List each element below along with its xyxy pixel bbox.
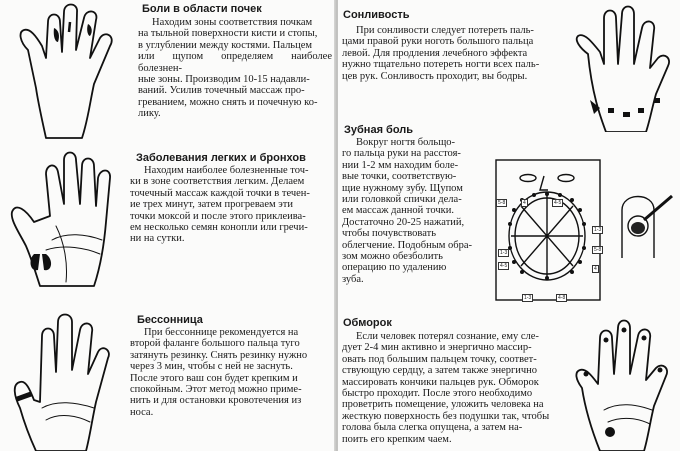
kidney-hand-illustration [6,2,126,142]
tooth-chart-illustration [488,158,608,306]
insomnia-line: При бессоннице рекомендуется на [144,327,299,338]
drowsiness-hand-illustration [570,4,678,132]
lungs-line: Находим наиболее болезненные точ- [144,165,309,176]
kidney-line: греванием, можно снять и почечную ко- [138,96,318,108]
tooth-label: 5-8 [498,200,506,206]
kidney-title: Боли в области почек [142,3,262,15]
toothache-line: вые точки, соответствую- [342,171,457,183]
right-page [338,0,680,451]
kidney-line: на тыльной поверхности кисти и стопы, [138,28,318,40]
toothache-line: ем массаж данной точки. [342,205,454,217]
lungs-line: ие трех минут, затем прогреваем эти [130,199,293,211]
lungs-line: ни на сутки. [130,233,185,245]
fainting-line: поить его крепким чаем. [342,433,452,445]
insomnia-line: второй фаланге большого пальца туго [130,338,300,350]
drowsiness-line: левой. Для продления лечебного эффекта [342,47,528,59]
kidney-line: ные зоны. Производим 10-15 надавли- [138,74,310,86]
toothache-line: чтобы почувствовать [342,228,436,240]
tooth-label: 4-5 [554,200,562,206]
toothache-line: зом можно обезболить [342,251,443,263]
kidney-text [138,17,332,120]
toothache-line: го пальца руки на расстоя- [342,148,461,160]
fainting-title: Обморок [343,317,392,329]
fainting-line: ствующую сердцу, а затем также энергично [342,365,538,377]
insomnia-hand-illustration [6,312,126,451]
toothache-line: Достаточно 20-25 нажатий, [342,216,465,228]
kidney-line: или щупом определяем наиболее болезнен- [138,51,332,74]
insomnia-line: через 3 мин, чтобы с ней не заснуть. [130,361,293,373]
kidney-line: ваний. Усилив точечный массаж про- [138,85,305,97]
fainting-line: быстро проходит. После этого необходимо [342,388,533,400]
insomnia-text [130,327,330,418]
toothache-line: облегчение. Подобным обра- [342,239,473,251]
insomnia-line: спокойным. Этот метод можно приме- [130,384,302,396]
fainting-hand-illustration [570,318,678,451]
tooth-label: 1-3 [500,250,508,256]
thumb-probe-illustration [614,186,676,258]
lungs-line: ки в зоне соответствия легким. Делаем [130,176,305,188]
fainting-line: массировать кончики пальцев рук. Обморок [342,376,539,388]
fainting-line: голова была слегка опущена, а затем на- [342,422,523,434]
left-page [0,0,336,451]
kidney-line: лику. [138,108,161,120]
toothache-line: щие нужному зубу. Щупом [342,182,463,194]
drowsiness-title: Сонливость [343,9,410,21]
toothache-line: операцию по удалению [342,262,447,274]
insomnia-title: Бессонница [137,314,203,326]
lungs-text [130,165,330,245]
drowsiness-line: цами правой руки ноготь большого пальца [342,36,534,48]
insomnia-line: затянуть резинку. Снять резинку нужно [130,349,308,361]
drowsiness-text [342,25,564,82]
tooth-label: 4-8 [558,295,566,301]
insomnia-line: носа. [130,406,154,418]
toothache-line: зуба. [342,273,364,285]
drowsiness-line: цев рук. Сонливость проходит, вы бодры. [342,70,528,82]
tooth-label: 1-3 [594,227,602,233]
toothache-title: Зубная боль [344,124,414,136]
lungs-hand-illustration [6,150,126,290]
fainting-line: дует 2-4 мин активно и энергично массир- [342,342,532,354]
lungs-line: точечный массаж каждой точки в течен- [130,187,310,199]
kidney-line: в углублении между костями. Пальцем [138,39,313,51]
toothache-line: или головкой спички дела- [342,194,462,206]
fainting-line: проветрить помещение, уложить человека на [342,399,544,411]
lungs-line: точки моксой и после этого приклеива- [130,210,306,222]
lungs-title: Заболевания легких и бронхов [136,152,306,164]
lungs-line: ем несколько семян конопли или гречи- [130,222,308,234]
toothache-text [342,137,480,285]
tooth-label: 4-5 [500,263,508,269]
fainting-line: жесткую поверхность без подушки так, чтобы [342,410,550,422]
kidney-line: Находим зоны соответствия почкам [152,17,313,28]
toothache-line: нии 1-2 мм находим боле- [342,159,459,171]
tooth-label: 1-3 [524,295,532,301]
tooth-label: 5-8 [594,247,602,253]
tooth-label: 4 [523,200,526,206]
fainting-line: Если человек потерял сознание, ему сле- [356,331,539,342]
tooth-label: 4 [594,266,597,272]
fainting-text [342,331,564,445]
drowsiness-line: нужно тщательно потереть ногти всех паль- [342,59,540,71]
insomnia-line: После этого ваш сон будет крепким и [130,372,298,384]
toothache-line: Вокруг ногтя больщо- [356,137,456,148]
fainting-line: овать под большим пальцем точку, соответ- [342,353,537,365]
insomnia-line: нить и для остановки кровотечения из [130,395,302,407]
drowsiness-line: При сонливости следует потереть паль- [356,25,534,36]
